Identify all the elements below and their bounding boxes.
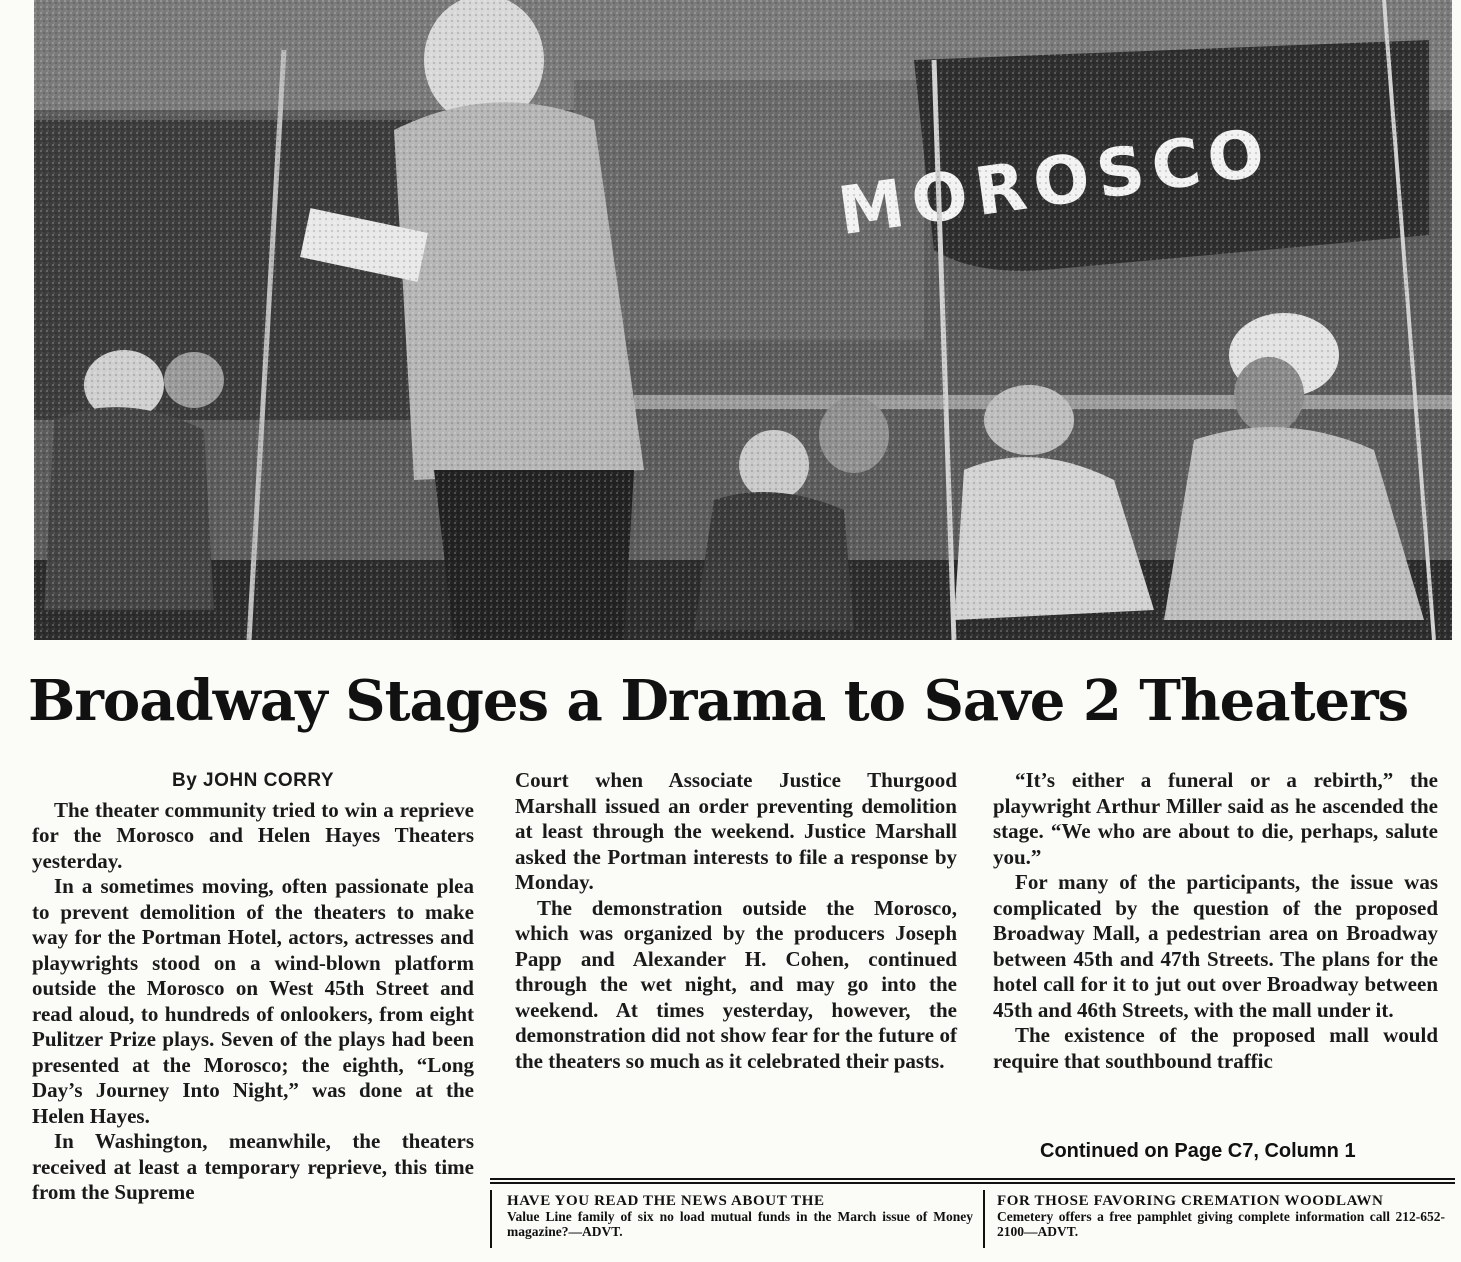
article-column-1 <box>32 768 474 1206</box>
news-photo <box>34 0 1452 640</box>
ad-left-rule <box>490 1190 492 1248</box>
paragraph: Court when Associate Justice Thurgood Marshall issued an order preventing demolition at least through the weekend. Justice Marshall asked the Portman interests to file a response by Monday. <box>515 768 957 894</box>
paragraph: In Washington, meanwhile, the theaters received at least a temporary reprieve, this time from the Supreme <box>32 1129 474 1204</box>
paragraph: In a sometimes moving, often passionate plea to prevent demolition of the theaters to make way for the Portman Hotel, actors, actresses and playwrights stood on a wind-blown platform outside the Morosco on West 45th Street and read aloud, to hundreds of onlookers, from eight Pulitzer Prize plays. Seven of the plays had been presented at the Morosco; the eighth, “Long Day’s Journey Into Night,” was done at the Helen Hayes. <box>32 874 474 1128</box>
continued-note: Continued on Page C7, Column 1 <box>1040 1140 1356 1162</box>
advertisement-value-line <box>507 1194 973 1239</box>
ad-lead: HAVE YOU READ THE NEWS ABOUT THE <box>507 1193 825 1209</box>
byline: By JOHN CORRY <box>171 770 335 791</box>
paragraph: For many of the participants, the issue was complicated by the question of the proposed Broadway Mall, a pedestrian area on Broadway between 45th and 47th Streets. The plans for the hotel call for it to jut out over Broadway between 45th and 46th Streets, with the mall under it. <box>993 870 1438 1022</box>
article-column-3 <box>993 768 1438 1074</box>
ad-body: Cemetery offers a free pamphlet giving complete information call 212-652-2100—ADVT. <box>997 1209 1445 1239</box>
article-column-2 <box>515 768 957 1074</box>
headline: Broadway Stages a Drama to Save 2 Theaters <box>28 668 1409 734</box>
ad-divider-rule <box>490 1178 1455 1184</box>
ad-middle-rule <box>983 1190 985 1248</box>
paragraph: “It’s either a funeral or a rebirth,” the playwright Arthur Miller said as he ascended the stage. “We who are about to die, perhaps, salute you.” <box>993 768 1438 869</box>
photo-illustration <box>34 0 1452 640</box>
advertisement-woodlawn <box>997 1194 1445 1239</box>
paragraph: The theater community tried to win a reprieve for the Morosco and Helen Hayes Theaters yesterday. <box>32 797 474 873</box>
ad-body: Value Line family of six no load mutual funds in the March issue of Money magazine?—ADVT. <box>507 1209 973 1239</box>
ad-lead: FOR THOSE FAVORING CREMATION WOODLAWN <box>997 1193 1384 1209</box>
paragraph: The existence of the proposed mall would require that southbound traffic <box>993 1023 1438 1073</box>
paragraph: The demonstration outside the Morosco, which was organized by the producers Joseph Papp and Alexander H. Cohen, continued through the wet night, and may go into the weekend. At times yesterday, however, the demonstration did not show fear for the future of the theaters so much as it celebrated their pasts. <box>515 895 957 1073</box>
